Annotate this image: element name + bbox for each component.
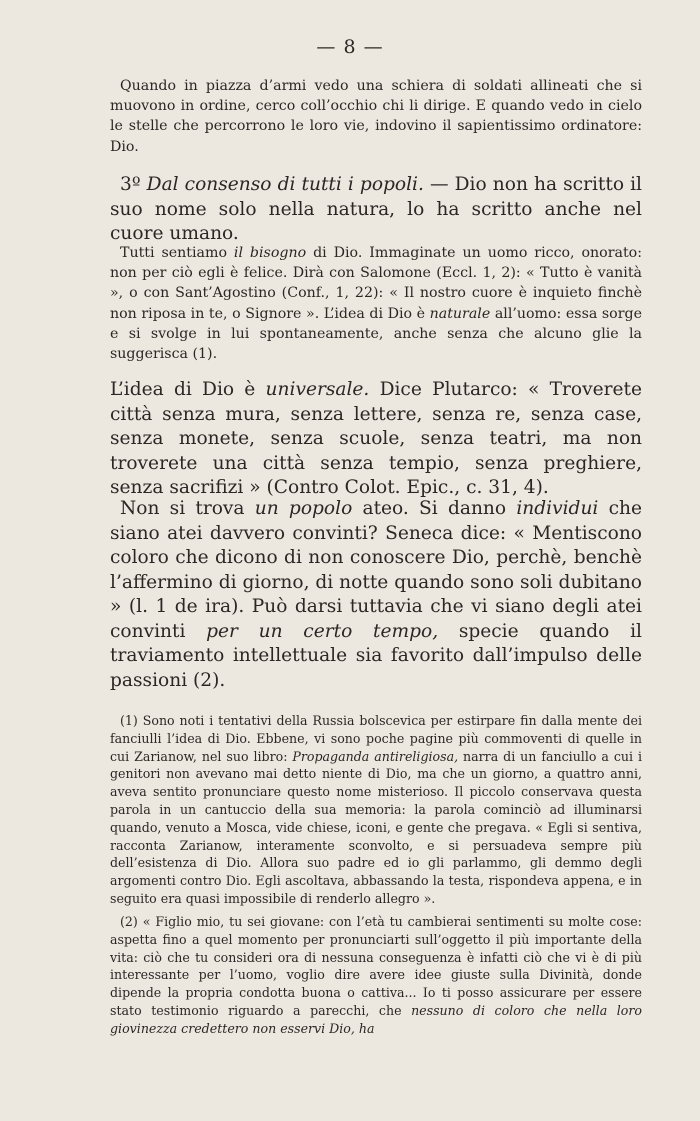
- italic-run: Propaganda antireligiosa,: [292, 748, 459, 764]
- text-run: specie quando il traviamento intellettuale sia favorito dall’impulso delle passioni (2).: [110, 620, 642, 691]
- italic-run: il bisogno: [233, 245, 307, 261]
- paragraph-soldiers: [110, 76, 642, 157]
- italic-run: un popolo: [254, 498, 353, 519]
- text-run: che siano atei davvero convinti? Seneca dice: « Mentiscono coloro che dicono di non conoscere Dio, perchè, benchè l’affermino di giorno, di notte quando sono soli dubitano » (l. 1 de ira). Può darsi tuttavia che vi siano degli atei convinti: [110, 498, 642, 642]
- text-run: narra di un fanciullo a cui i genitori non avevano mai detto niente di Dio, ma che un giorno, a quattro anni, aveva sentito pronunciare questo nome misterioso. Il piccolo conservava questa parola in un cantuccio della sua memoria: la parola cominciò ad illuminarsi quando, venuto a Mosca, vide chiese, iconi, e gente che pregava. « Egli si sentiva, racconta Zarianow, interamente sconvolto, e si persuadeva sempre più dell’esistenza di Dio. Allora suo padre ed io gli parlammo, gli demmo degli argomenti contro Dio. Egli ascoltava, abbassando la testa, rispondeva appena, e in seguito era quasi impossibile di renderlo allegro ».: [110, 748, 642, 906]
- text-run: (1) Sono noti i tentativi della Russia bolscevica per estirpare fin dalla mente dei fanciulli l’idea di Dio. Ebbene, vi sono poche pagine più commoventi di quelle in cui Zarianow, nel suo libro:: [110, 713, 642, 764]
- page-number: — 8 —: [316, 36, 384, 58]
- text-run: ateo. Si danno: [352, 498, 517, 519]
- italic-run: naturale: [429, 305, 491, 322]
- paragraph-popolo-ateo: [110, 497, 642, 693]
- section-number: 3º: [120, 174, 147, 195]
- paragraph-bisogno: [110, 243, 642, 364]
- paragraph-text: Quando in piazza d’armi vedo una schiera di soldati allineati che si muovono in ordine, cerco coll’occhio chi li dirige. E quando vedo in cielo le stelle che percorrono le loro vie, indovino il sapientissimo ordinatore: Dio.: [110, 78, 642, 155]
- text-run: Non si trova: [120, 498, 255, 519]
- section-text: — Dio non ha scritto il suo nome solo nella natura, lo ha scritto anche nel cuore umano.: [110, 174, 643, 244]
- footnote-2: [110, 913, 642, 1038]
- italic-run: universale.: [265, 379, 370, 400]
- italic-run: per un certo tempo,: [206, 620, 439, 642]
- italic-run: individui: [516, 498, 599, 519]
- text-run: all’uomo: essa sorge e si svolge in lui spontaneamente, anche senza che alcuno glie la suggerisca (1).: [110, 305, 642, 363]
- text-run: L’idea di Dio è: [110, 379, 266, 400]
- text-run: (2) « Figlio mio, tu sei giovane: con l’età tu cambierai sentimenti su molte cose: aspetta fino a quel momento per pronunciarti sull’oggetto il più importante della vita: ciò che tu consideri ora di nessuna conseguenza è infatti ciò che vi è di più interessante per l’uomo, voglio dire avere idee giuste sulla Divinità, donde dipende la propria condotta buona o cattiva... Io ti posso assicurare per essere stato testimonio riguardo a parecchi, che: [110, 914, 642, 1018]
- section-title: Dal consenso di tutti i popoli.: [146, 174, 424, 195]
- italic-run: nessuno di coloro che nella loro giovinezza credettero non esservi Dio, ha: [110, 1002, 642, 1036]
- paragraph-universale: [110, 378, 642, 501]
- footnote-1: [110, 712, 642, 908]
- section-heading-consenso: [110, 173, 642, 247]
- text-run: Dice Plutarco: « Troverete città senza mura, senza lettere, senza re, senza case, senza monete, senza scuole, senza teatri, ma non troverete una città senza tempio, senza preghiere, senza sacrifizi » (Contro Colot. Epic., c. 31, 4).: [110, 379, 643, 498]
- text-run: Tutti sentiamo: [120, 245, 234, 261]
- text-run: di Dio. Immaginate un uomo ricco, onorato: non per ciò egli è felice. Dirà con Salomone (Eccl. 1, 2): « Tutto è vanità », o con Sant’Agostino (Conf., 1, 22): « Il nostro cuore è inquieto finchè non riposa in te, o Signore ». L’idea di Dio è: [110, 245, 642, 322]
